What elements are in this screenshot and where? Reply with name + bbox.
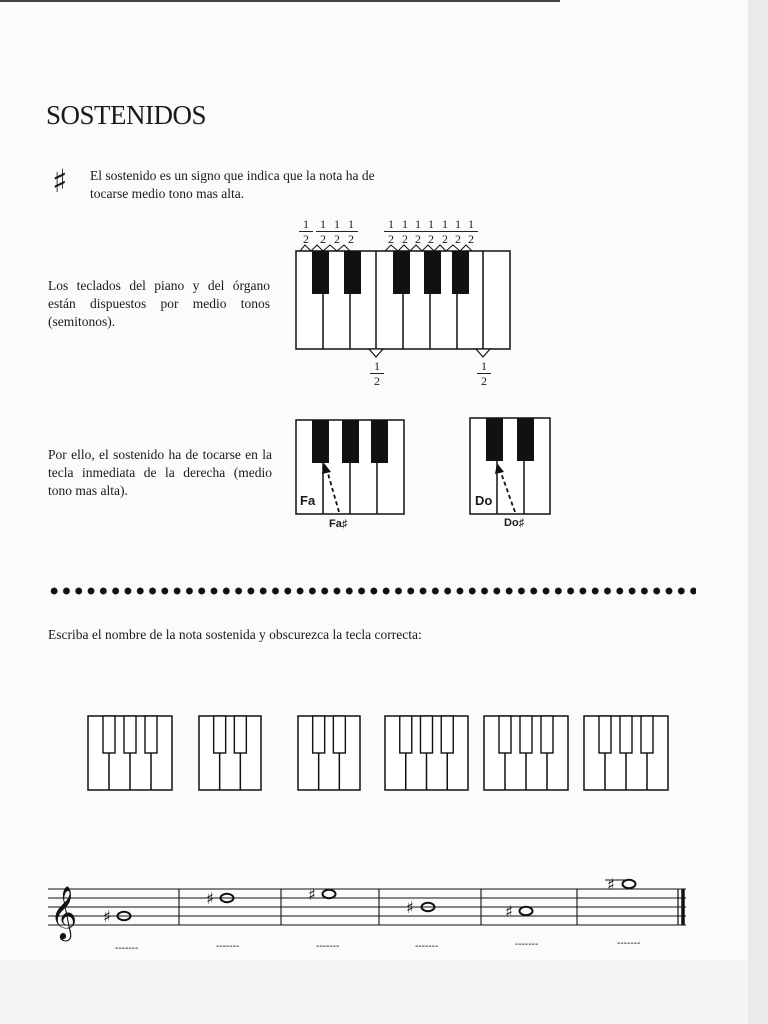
sharp-text: Por ello, el sostenido ha de tocarse en la tecla inmediata de la derecha (medio tono mas alta). — [48, 447, 272, 498]
answer-blank: ------- — [115, 943, 139, 954]
half-step-fraction: 1 2 — [438, 218, 452, 245]
exercise-keyboard[interactable] — [298, 716, 360, 790]
half-step-fraction: 1 2 — [370, 360, 384, 387]
sharp-icon: ♯ — [308, 885, 316, 904]
do-sharp-label: Do♯ — [504, 517, 525, 529]
exercise-keyboards — [88, 716, 668, 790]
exercise-keyboard[interactable] — [484, 716, 568, 790]
sharp-icon: ♯ — [103, 907, 111, 926]
sharp-signs — [103, 875, 615, 926]
keyboard-text: Los teclados del piano y del órgano están dispuestos por medio tonos (semitonos). — [48, 278, 270, 329]
black-key-outline[interactable] — [234, 716, 246, 753]
fa-black-keys — [312, 420, 388, 463]
half-step-fraction: 1 2 — [411, 218, 425, 245]
half-step-fraction: 1 2 — [477, 360, 491, 387]
exercise-keyboard[interactable] — [385, 716, 468, 790]
black-key-outline[interactable] — [441, 716, 453, 753]
answer-blank: ------- — [415, 941, 439, 952]
half-step-fraction: 1 2 — [330, 218, 344, 245]
music-staff — [48, 880, 686, 925]
page-title: SOSTENIDOS — [46, 100, 207, 130]
answer-blank: ------- — [515, 939, 539, 950]
answer-blank: ------- — [617, 938, 641, 949]
half-step-fraction: 1 2 — [316, 218, 330, 245]
answer-blanks — [115, 938, 640, 954]
do-label: Do — [475, 493, 493, 508]
sharp-icon: ♯ — [206, 889, 214, 908]
half-step-fraction: 1 2 — [344, 218, 358, 245]
half-step-fraction: 1 2 — [424, 218, 438, 245]
exercise-instruction: Escriba el nombre de la nota sostenida y obscurezca la tecla correcta: — [48, 627, 422, 642]
sharp-icon: ♯ — [52, 162, 68, 200]
black-key-outline[interactable] — [421, 716, 433, 753]
fa-label: Fa — [300, 493, 316, 508]
exercise-keyboard[interactable] — [199, 716, 261, 790]
black-key-outline[interactable] — [333, 716, 345, 753]
half-step-markers — [369, 349, 490, 357]
answer-blank: ------- — [216, 941, 240, 952]
black-key-outline[interactable] — [400, 716, 412, 753]
sharp-icon: ♯ — [505, 902, 513, 921]
black-key-outline[interactable] — [499, 716, 511, 753]
black-key-outline[interactable] — [520, 716, 532, 753]
half-step-fraction: 1 2 — [384, 218, 398, 245]
half-step-fraction: 1 2 — [299, 218, 313, 245]
half-step-fraction: 1 2 — [464, 218, 478, 245]
black-key-outline[interactable] — [541, 716, 553, 753]
black-key-outline[interactable] — [599, 716, 611, 753]
black-key-outline[interactable] — [313, 716, 325, 753]
intro-text: El sostenido es un signo que indica que la nota ha de tocarse medio tono mas alta. — [90, 168, 375, 201]
exercise-keyboard[interactable] — [88, 716, 172, 790]
treble-clef-icon: 𝄞 — [50, 885, 78, 939]
black-key-outline[interactable] — [124, 716, 136, 753]
answer-blank: ------- — [316, 941, 340, 952]
black-key-outline[interactable] — [145, 716, 157, 753]
black-key-outline[interactable] — [103, 716, 115, 753]
black-key-outline[interactable] — [214, 716, 226, 753]
fa-sharp-label: Fa♯ — [329, 518, 348, 530]
sharp-icon: ♯ — [406, 898, 414, 917]
semitone-arches — [300, 245, 472, 251]
half-step-fraction: 1 2 — [451, 218, 465, 245]
half-step-fraction: 1 2 — [398, 218, 412, 245]
black-key-outline[interactable] — [641, 716, 653, 753]
whole-notes — [118, 880, 636, 920]
sharp-icon: ♯ — [607, 875, 615, 894]
black-key-outline[interactable] — [620, 716, 632, 753]
exercise-keyboard[interactable] — [584, 716, 668, 790]
